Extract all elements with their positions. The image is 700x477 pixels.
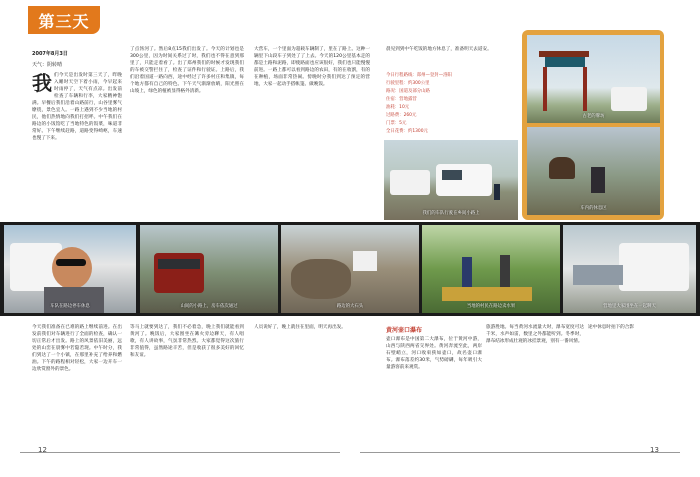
photo-campsite [563, 225, 696, 313]
photo-caption: 古老的牌坊 [582, 114, 605, 119]
drop-cap: 我 [32, 72, 52, 95]
photo-caption: 我们的车队行驶在乡间小路上 [422, 211, 480, 216]
photo-caption: 路边的大石头 [336, 304, 364, 309]
bottom-col-2-text: 等马上就要到达了，我们不必着急，晚上我们就能看到黄河了。晚饭后，大家围坐在篝火旁边聊天，有人唱歌，有人讲故事，气氛非常热烈。大家都觉得这次旅行非常值得，虽然路途辛苦，但是收获了很多美好的回忆和友谊。 [130, 325, 244, 359]
photo-boulder [281, 225, 419, 313]
note-line: 全日花费：约1300元 [386, 129, 428, 134]
photo-horse [527, 127, 660, 215]
section-heading: 黄河壶口瀑布 [386, 327, 423, 334]
note-line: 过路费：260元 [386, 113, 417, 118]
date-label: 2007年8月3日 [32, 51, 68, 57]
column-3-text: 大营车，一个里面为超载车辆制了，里在了路上。这种一辆里下山段车子到处了了上去。今天的120公里基本走的都是土路和泥路，即使路面也应该很好，我们也只能慢慢前进。一路上都可以看到路边的农田，有的在收割，有的在种植，场面非常热闹。傍晚时分我们到达了预定的营地，大家一起动手搭帐篷、做晚饭。 [254, 47, 370, 88]
day-banner: 第三天 [28, 6, 100, 34]
note-line: 今日行程路线：郑州—登封—洛阳 [386, 73, 452, 78]
bottom-column-5 [486, 324, 584, 442]
bottom-column-6 [588, 324, 670, 442]
photo-fruit-vendors [422, 225, 560, 313]
photo-caption: 山间的小路上，房车依次通过 [180, 304, 238, 309]
photo-man [4, 225, 136, 313]
column-1-text: 们今天是出发时第三天了，昨晚入睡时天空下着小雨，今早起来时雨停了，天气有点凉。出发前检查了车辆和行李，大家精神饱满。早餐后我们沿着山路前行，山谷里雾气缭绕，景色宜人。一路上遇到不少当地的村民，他们热情地向我们打招呼。中午我们在路边的小饭馆吃了当地特色的饭菜，味道非常好。下午继续赶路，道路变得崎岖，车速也慢了下来。 [32, 73, 122, 142]
note-line: 门票：5元 [386, 121, 407, 126]
article-column-2 [130, 46, 244, 220]
column-2-text: 了点汤河了。然后8点15我们出发了。今天的计划也是300公里，因为时间关系过了时，我们也不得在意到那里了，只能走着看了。出了郑州我们的时候才发现我们的车被交警拦住了，检查了证件和行驶证。上路后，我们沿着国道一路向西，途中经过了许多村庄和集镇，每个地方都有自己的特色。下午天气渐渐放晴，阳光照在山坡上，绿色的植被显得格外清新。 [130, 47, 244, 95]
column-4-text: 晨见到到中午吃饭的地方休息了，准备明天去道安。 [386, 47, 492, 52]
article-column-3 [254, 46, 370, 220]
photo-caption: 当地的村民在路边卖水果 [466, 304, 516, 309]
bottom-col-3-text: 人员说好了，晚上就住在里面，明天再出发。 [254, 325, 346, 330]
photo-caption: 车内的休息区 [580, 206, 607, 211]
page-number-left: 12 [38, 446, 47, 454]
bottom-column-1 [32, 324, 122, 442]
note-line: 油耗：10元 [386, 105, 410, 110]
bottom-column-4 [386, 336, 482, 442]
footer-rule-right [360, 452, 680, 453]
bottom-column-3 [254, 324, 364, 354]
weather-label: 天气：阴转晴 [32, 62, 63, 68]
bottom-col-1-text: 今天我们准备在已难的路上继续前进。在出发前我们对车辆进行了全面的检查，确认一切正常后才出发。路上的风景依旧美丽，远处的山峦在晨雾中若隐若现。中午时分，我们到达了一个小镇，在那里补充了给养和燃油。下午的路程相对轻松，大家一边开车一边欣赏窗外的景色。 [32, 325, 122, 373]
page-number-right: 13 [650, 446, 659, 454]
note-line: 路况：国道及部分山路 [386, 89, 430, 94]
photo-caption: 车队在路边停车休息 [50, 304, 90, 309]
note-line: 住宿：营地露营 [386, 97, 417, 102]
article-column-4 [386, 46, 516, 66]
photo-vans [384, 140, 518, 220]
photo-overturned-vehicle [140, 225, 278, 313]
bottom-column-2 [130, 324, 244, 442]
bottom-col-4-text: 壶口瀑布是中国第二大瀑布，位于黄河中游，山西与陕西两省交界处。黄河奔流至此，两岸石壁峭立，河口收束狭如壶口，故名壶口瀑布。瀑布落差约30米，气势磅礴，每年吸引大量游客前来观赏。 [386, 337, 482, 371]
article-column-1 [32, 72, 122, 220]
note-line: 行驶里程：约300公里 [386, 81, 430, 86]
footer-rule-left [20, 452, 340, 453]
trip-notes [386, 72, 516, 136]
bottom-col-6-text: 途中休息时拍下的合影 [588, 325, 634, 330]
photo-caption: 营地里大家围坐在一起聊天 [603, 304, 656, 309]
bottom-col-5-text: 旅游胜地。每当黄河水流量大时，瀑布宽度可达千米，水声如雷，数里之外都能听到。冬季时，瀑布结冰形成壮观的冰挂景观，别有一番风情。 [486, 325, 584, 345]
photo-archway [527, 35, 660, 123]
